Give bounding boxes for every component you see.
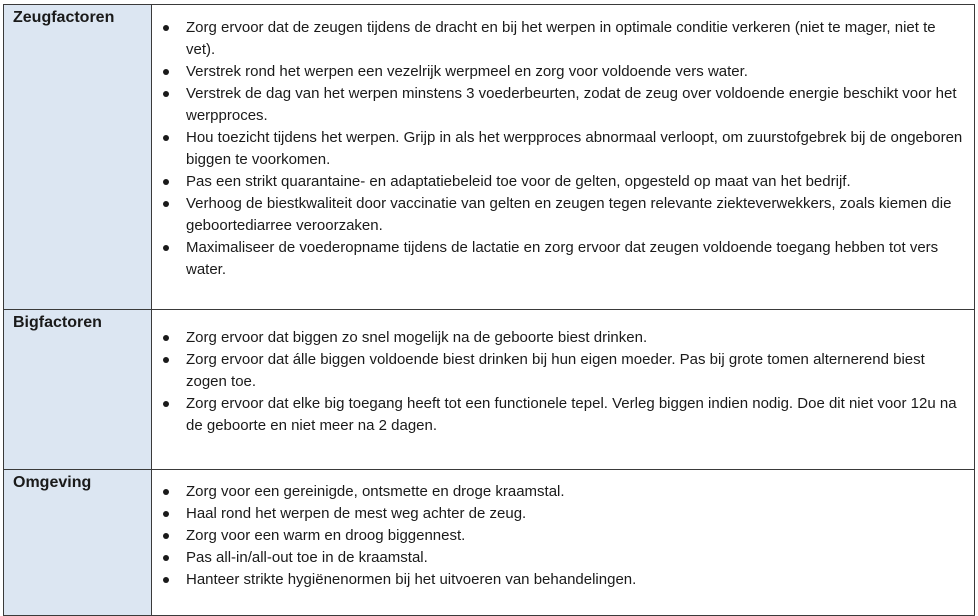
bullet-list [152,17,964,281]
list-item [152,327,964,349]
table-row-omgeving [4,470,975,616]
bullet-list [152,327,964,437]
list-item-text: Zorg ervoor dat álle biggen voldoende biest drinken bij hun eigen moeder. Pas bij grote tomen alternerend biest zogen toe. [186,351,925,390]
bullet-list [152,481,964,591]
list-item [152,481,964,503]
row-content [152,470,975,616]
bullet-icon [163,489,169,495]
list-item-text: Zorg ervoor dat de zeugen tijdens de dracht en bij het werpen in optimale conditie verkeren (niet te mager, niet te vet). [186,19,936,58]
bullet-icon [163,533,169,539]
row-content [152,310,975,470]
list-item [152,61,964,83]
list-item-text: Verstrek rond het werpen een vezelrijk werpmeel en zorg voor voldoende vers water. [186,63,748,80]
bullet-icon [163,91,169,97]
list-item-text: Pas een strikt quarantaine- en adaptatiebeleid toe voor de gelten, opgesteld op maat van het bedrijf. [186,173,851,190]
document-page [3,4,975,616]
table-row-zeugfactoren [4,5,975,310]
bullet-icon [163,69,169,75]
bullet-icon [163,201,169,207]
list-item-text: Maximaliseer de voederopname tijdens de lactatie en zorg ervoor dat zeugen voldoende toegang hebben tot vers water. [186,239,939,278]
list-item-text: Hanteer strikte hygiënenormen bij het uitvoeren van behandelingen. [186,571,637,588]
list-item-text: Verhoog de biestkwaliteit door vaccinatie van gelten en zeugen tegen relevante ziekteverwekkers, zoals kiemen die geboortediarree veroorzaken. [186,195,952,234]
bullet-icon [163,335,169,341]
list-item [152,547,964,569]
list-item-text: Zorg voor een warm en droog biggennest. [186,527,466,544]
bullet-icon [163,25,169,31]
list-item-text: Hou toezicht tijdens het werpen. Grijp in als het werpproces abnormaal verloopt, om zuurstofgebrek bij de ongeboren biggen te voorkomen. [186,129,963,168]
bullet-icon [163,357,169,363]
list-item-text: Pas all-in/all-out toe in de kraamstal. [186,549,428,566]
list-item [152,83,964,127]
list-item-text: Zorg voor een gereinigde, ontsmette en droge kraamstal. [186,483,565,500]
list-item [152,349,964,393]
list-item-text: Haal rond het werpen de mest weg achter de zeug. [186,505,527,522]
factors-table [3,4,975,616]
row-content [152,5,975,310]
list-item [152,393,964,437]
list-item [152,193,964,237]
list-item [152,237,964,281]
list-item [152,127,964,171]
bullet-icon [163,135,169,141]
list-item-text: Verstrek de dag van het werpen minstens 3 voederbeurten, zodat de zeug over voldoende energie beschikt voor het werpproces. [186,85,957,124]
row-header: Omgeving [4,470,152,616]
bullet-icon [163,555,169,561]
list-item [152,171,964,193]
table-row-bigfactoren [4,310,975,470]
list-item-text: Zorg ervoor dat elke big toegang heeft tot een functionele tepel. Verleg biggen indien nodig. Doe dit niet voor 12u na de geboorte en niet meer na 2 dagen. [186,395,957,434]
bullet-icon [163,511,169,517]
list-item [152,17,964,61]
bullet-icon [163,577,169,583]
list-item [152,569,964,591]
bullet-icon [163,401,169,407]
bullet-icon [163,245,169,251]
list-item-text: Zorg ervoor dat biggen zo snel mogelijk na de geboorte biest drinken. [186,329,648,346]
bullet-icon [163,179,169,185]
row-header: Zeugfactoren [4,5,152,310]
list-item [152,503,964,525]
row-header: Bigfactoren [4,310,152,470]
list-item [152,525,964,547]
